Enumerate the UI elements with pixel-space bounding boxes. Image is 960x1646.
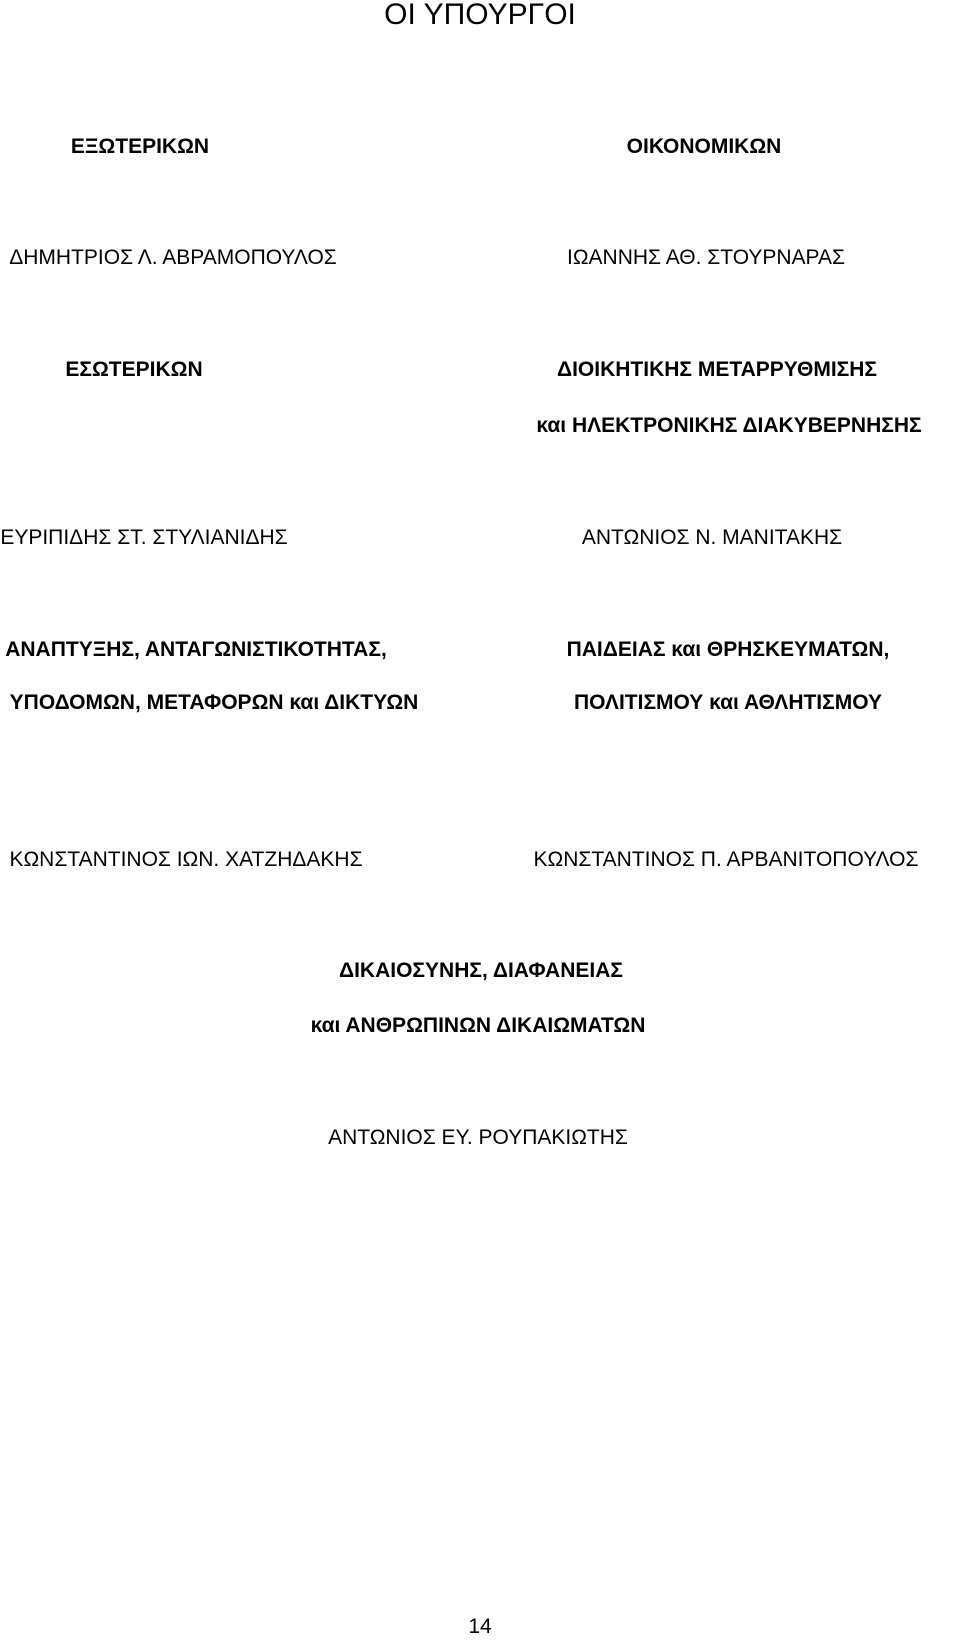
ministry-foreign-affairs: ΕΞΩΤΕΡΙΚΩΝ [70, 135, 210, 158]
minister-name-development: ΚΩΝΣΤΑΝΤΙΝΟΣ ΙΩΝ. ΧΑΤΖΗΔΑΚΗΣ [9, 848, 363, 871]
ministry-administrative-reform-line-2: και ΗΛΕΚΤΡΟΝΙΚΗΣ ΔΙΑΚΥΒΕΡΝΗΣΗΣ [536, 414, 922, 437]
ministry-justice-line-1: ΔΙΚΑΙΟΣΥΝΗΣ, ΔΙΑΦΑΝΕΙΑΣ [338, 959, 624, 982]
ministry-administrative-reform-line-1: ΔΙΟΙΚΗΤΙΚΗΣ ΜΕΤΑΡΡΥΘΜΙΣΗΣ [556, 358, 878, 381]
minister-name-education: ΚΩΝΣΤΑΝΤΙΝΟΣ Π. ΑΡΒΑΝΙΤΟΠΟΥΛΟΣ [533, 848, 919, 871]
ministry-development-line-1: ΑΝΑΠΤΥΞΗΣ, ΑΝΤΑΓΩΝΙΣΤΙΚΟΤΗΤΑΣ, [5, 638, 387, 661]
minister-name-finance: ΙΩΑΝΝΗΣ ΑΘ. ΣΤΟΥΡΝΑΡΑΣ [567, 246, 845, 269]
ministry-finance: ΟΙΚΟΝΟΜΙΚΩΝ [626, 135, 782, 158]
ministry-interior: ΕΣΩΤΕΡΙΚΩΝ [65, 358, 203, 381]
ministry-education-line-2: ΠΟΛΙΤΙΣΜΟΥ και ΑΘΛΗΤΙΣΜΟΥ [574, 691, 882, 714]
page-title: ΟΙ ΥΠΟΥΡΓΟΙ [384, 0, 576, 31]
minister-name-justice: ΑΝΤΩΝΙΟΣ ΕΥ. ΡΟΥΠΑΚΙΩΤΗΣ [328, 1126, 628, 1149]
page-number: 14 [468, 1615, 492, 1638]
ministry-education-line-1: ΠΑΙΔΕΙΑΣ και ΘΡΗΣΚΕΥΜΑΤΩΝ, [566, 638, 890, 661]
minister-name-administrative-reform: ΑΝΤΩΝΙΟΣ Ν. ΜΑΝΙΤΑΚΗΣ [581, 526, 843, 549]
minister-name-interior: ΕΥΡΙΠΙΔΗΣ ΣΤ. ΣΤΥΛΙΑΝΙΔΗΣ [0, 526, 288, 549]
minister-name-foreign-affairs: ΔΗΜΗΤΡΙΟΣ Λ. ΑΒΡΑΜΟΠΟΥΛΟΣ [9, 246, 337, 269]
ministry-development-line-2: ΥΠΟΔΟΜΩΝ, ΜΕΤΑΦΟΡΩΝ και ΔΙΚΤΥΩΝ [9, 691, 419, 714]
ministry-justice-line-2: και ΑΝΘΡΩΠΙΝΩΝ ΔΙΚΑΙΩΜΑΤΩΝ [310, 1014, 646, 1037]
